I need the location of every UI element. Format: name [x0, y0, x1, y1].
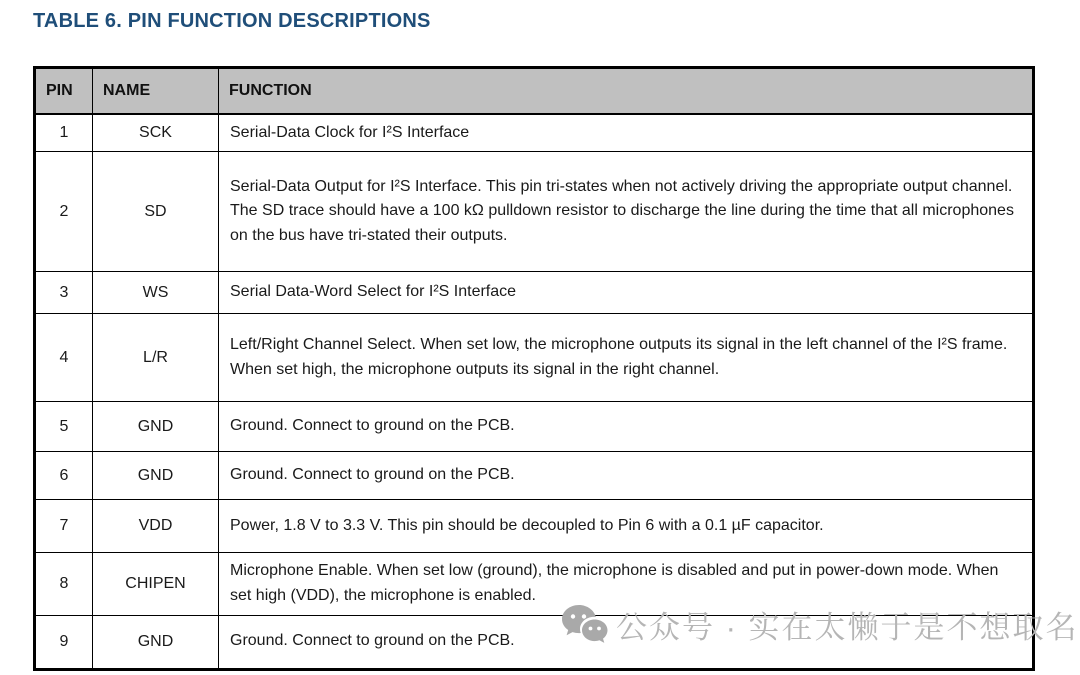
table-row: [35, 452, 1034, 500]
function-cell: Ground. Connect to ground on the PCB.: [219, 452, 1034, 500]
function-cell: Ground. Connect to ground on the PCB.: [219, 402, 1034, 452]
name-cell: GND: [93, 615, 219, 669]
function-cell: Serial-Data Output for I²S Interface. This pin tri-states when not actively driving the appropriate output channel. The SD trace should have a 100 kΩ pulldown resistor to discharge the line during the time that all microphones on the bus have tri-stated their outputs.: [219, 152, 1034, 272]
watermark-text: 公众号 · 实在太懒于是不想取名: [616, 610, 1079, 645]
name-cell: VDD: [93, 500, 219, 553]
pin-cell: 1: [35, 114, 93, 152]
table-header-row: [35, 68, 1034, 114]
pin-cell: 9: [35, 615, 93, 669]
function-cell: Serial-Data Clock for I²S Interface: [219, 114, 1034, 152]
pin-cell: 5: [35, 402, 93, 452]
name-cell: L/R: [93, 314, 219, 402]
pin-cell: 2: [35, 152, 93, 272]
table-row: [35, 272, 1034, 314]
name-cell: CHIPEN: [93, 553, 219, 616]
name-cell: GND: [93, 452, 219, 500]
table-row: [35, 314, 1034, 402]
header-cell-function: FUNCTION: [219, 68, 1034, 114]
table-row: [35, 114, 1034, 152]
name-cell: SD: [93, 152, 219, 272]
function-cell: Microphone Enable. When set low (ground), the microphone is disabled and put in power-down mode. When set high (VDD), the microphone is enabled.: [219, 553, 1034, 616]
pin-cell: 7: [35, 500, 93, 553]
pin-function-table: [33, 66, 1035, 671]
pin-cell: 8: [35, 553, 93, 616]
function-cell: Ground. Connect to ground on the PCB.: [219, 615, 1034, 669]
table-row: [35, 402, 1034, 452]
table-row: [35, 553, 1034, 616]
function-cell: Serial Data-Word Select for I²S Interface: [219, 272, 1034, 314]
function-cell: Left/Right Channel Select. When set low, the microphone outputs its signal in the left channel of the I²S frame. When set high, the microphone outputs its signal in the right channel.: [219, 314, 1034, 402]
name-cell: WS: [93, 272, 219, 314]
pin-cell: 3: [35, 272, 93, 314]
name-cell: GND: [93, 402, 219, 452]
table-row: [35, 152, 1034, 272]
page-title: TABLE 6. PIN FUNCTION DESCRIPTIONS: [33, 10, 431, 32]
header-cell-name: NAME: [93, 68, 219, 114]
function-cell: Power, 1.8 V to 3.3 V. This pin should be decoupled to Pin 6 with a 0.1 µF capacitor.: [219, 500, 1034, 553]
pin-cell: 4: [35, 314, 93, 402]
pin-cell: 6: [35, 452, 93, 500]
table-row: [35, 615, 1034, 669]
header-cell-pin: PIN: [35, 68, 93, 114]
name-cell: SCK: [93, 114, 219, 152]
table-row: [35, 500, 1034, 553]
